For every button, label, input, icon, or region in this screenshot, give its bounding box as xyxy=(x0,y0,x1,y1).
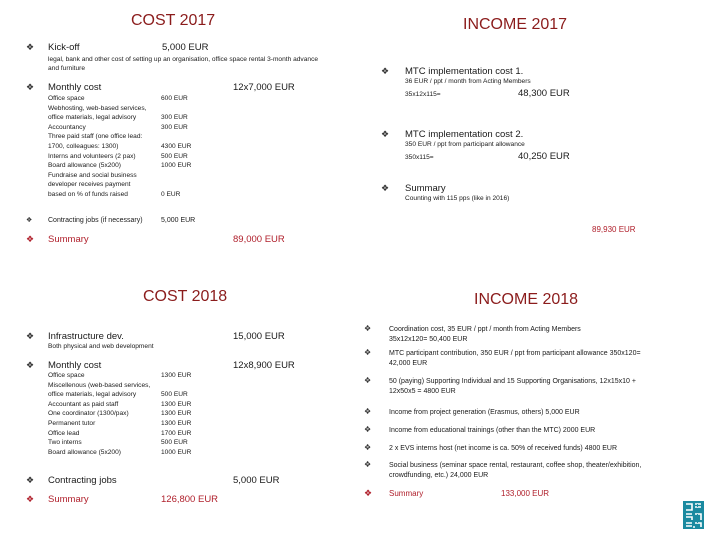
bullet-icon: ❖ xyxy=(364,407,372,416)
detail-value: 1700 EUR xyxy=(161,429,192,437)
kickoff-value: 5,000 EUR xyxy=(162,42,209,53)
detail-value: 1300 EUR xyxy=(161,410,192,418)
summary-sub: Counting with 115 pps (like in 2016) xyxy=(405,195,510,202)
summary-label: Summary xyxy=(405,183,446,194)
detail-value: 300 EUR xyxy=(161,114,188,122)
detail-label: Two interns xyxy=(48,439,82,447)
monthly-label: Monthly cost xyxy=(48,82,102,93)
detail-label: Webhosting, web-based services, xyxy=(48,104,147,112)
detail-label: office materials, legal advisory xyxy=(48,391,137,399)
bullet-icon: ❖ xyxy=(364,376,372,385)
income-item-line1: Income from educational trainings (other than the MTC) 2000 EUR xyxy=(389,427,596,434)
bullet-icon: ❖ xyxy=(26,475,35,485)
detail-label: Board allowance (5x200) xyxy=(48,162,121,170)
mtc2-label: MTC implementation cost 2. xyxy=(405,129,524,140)
detail-value: 4300 EUR xyxy=(161,143,192,150)
mtc2-calc: 350x115= xyxy=(405,154,434,161)
summary-label: Summary xyxy=(48,234,89,245)
mtc1-value: 48,300 EUR xyxy=(518,88,570,99)
detail-label: One coordinator (1300/pax) xyxy=(48,410,129,418)
summary-value: 133,000 EUR xyxy=(501,489,550,498)
detail-label: Board allowance (5x200) xyxy=(48,448,121,456)
detail-value: 0 EUR xyxy=(161,191,181,198)
infra-value: 15,000 EUR xyxy=(233,331,285,342)
bullet-icon: ❖ xyxy=(381,183,390,193)
summary-value: 89,000 EUR xyxy=(233,234,285,245)
kickoff-desc: and furniture xyxy=(48,65,86,72)
detail-label: Permanent tutor xyxy=(48,420,96,427)
detail-label: Interns and volunteers (2 pax) xyxy=(48,152,136,160)
detail-value: 500 EUR xyxy=(161,152,188,160)
kickoff-label: Kick-off xyxy=(48,42,80,53)
income-item-line1: MTC participant contribution, 350 EUR / ppt from participant allowance 350x120= xyxy=(389,350,641,357)
summary-value: 89,930 EUR xyxy=(592,225,636,234)
detail-value: 600 EUR xyxy=(161,95,188,102)
mtc1-label: MTC implementation cost 1. xyxy=(405,66,524,77)
income-item-line1: Coordination cost, 35 EUR / ppt / month from Acting Members xyxy=(389,326,581,333)
summary-label: Summary xyxy=(389,489,424,498)
bullet-icon: ❖ xyxy=(364,348,372,357)
contracting-label: Contracting jobs (if necessary) xyxy=(48,217,143,224)
bullet-icon: ❖ xyxy=(381,66,390,76)
monthly-value: 12x7,000 EUR xyxy=(233,82,295,93)
income-item-line1: Social business (seminar space rental, restaurant, coffee shop, theater/exhibition, xyxy=(389,462,642,469)
bullet-icon: ❖ xyxy=(26,331,35,341)
income-item-line2: 42,000 EUR xyxy=(389,360,428,367)
detail-label: based on % of funds raised xyxy=(48,191,128,198)
logo-text-mark xyxy=(697,501,704,529)
mtc2-value: 40,250 EUR xyxy=(518,151,570,162)
detail-value: 300 EUR xyxy=(161,123,188,131)
mtc1-calc: 35x12x115= xyxy=(405,91,441,98)
income-2018-title: INCOME 2018 xyxy=(474,291,579,308)
mtc2-sub: 350 EUR / ppt from participant allowance xyxy=(405,141,525,148)
bullet-icon: ❖ xyxy=(26,217,33,224)
mtc1-sub: 36 EUR / ppt / month from Acting Members xyxy=(405,78,531,85)
infra-sub: Both physical and web development xyxy=(48,343,154,350)
income-item-line1: 2 x EVS interns host (net income is ca. 50% of received funds) 4800 EUR xyxy=(389,445,618,452)
bullet-icon: ❖ xyxy=(364,488,373,498)
detail-value: 1000 EUR xyxy=(161,448,192,456)
bullet-icon: ❖ xyxy=(381,129,390,139)
bullet-icon: ❖ xyxy=(26,234,35,244)
detail-value: 1300 EUR xyxy=(161,372,192,379)
contracting-value: 5,000 EUR xyxy=(233,475,280,486)
summary-label: Summary xyxy=(48,494,89,505)
cost-2018-title: COST 2018 xyxy=(143,288,228,305)
income-item-line2: 12x50x5 = 4800 EUR xyxy=(389,388,456,395)
monthly-value: 12x8,900 EUR xyxy=(233,360,295,371)
income-item-line2: crowdfunding, etc.) 24,000 EUR xyxy=(389,472,489,479)
bullet-icon: ❖ xyxy=(26,42,35,52)
bullet-icon: ❖ xyxy=(364,460,372,469)
detail-value: 1300 EUR xyxy=(161,420,192,427)
detail-label: Fundraise and social business xyxy=(48,171,137,179)
contracting-label: Contracting jobs xyxy=(48,475,117,486)
bullet-icon: ❖ xyxy=(364,425,372,434)
monthly-label: Monthly cost xyxy=(48,360,102,371)
detail-label: Office space xyxy=(48,95,85,102)
detail-label: Office space xyxy=(48,372,85,379)
detail-label: Accountant as paid staff xyxy=(48,400,119,408)
detail-label: Miscellenous (web-based services, xyxy=(48,381,151,389)
bullet-icon: ❖ xyxy=(26,82,35,92)
income-2017-title: INCOME 2017 xyxy=(463,16,568,33)
income-item-line1: Income from project generation (Erasmus, others) 5,000 EUR xyxy=(389,409,580,416)
detail-label: developer receives payment xyxy=(48,181,131,189)
income-item-line1: 50 (paying) Supporting Individual and 15 Supporting Organisations, 12x15x10 + xyxy=(389,378,636,385)
bullet-icon: ❖ xyxy=(364,324,372,333)
detail-label: Three paid staff (one office lead: xyxy=(48,133,143,141)
bullet-icon: ❖ xyxy=(26,360,35,370)
bullet-icon: ❖ xyxy=(364,443,372,452)
detail-value: 500 EUR xyxy=(161,391,188,399)
detail-label: office materials, legal advisory xyxy=(48,114,137,122)
income-item-line2: 35x12x120= 50,400 EUR xyxy=(389,336,468,343)
kickoff-desc: legal, bank and other cost of setting up an organisation, office space rental 3-month advance xyxy=(48,56,319,63)
summary-value: 126,800 EUR xyxy=(161,494,219,505)
bullet-icon: ❖ xyxy=(26,494,35,504)
infra-label: Infrastructure dev. xyxy=(48,331,124,342)
detail-label: Office lead xyxy=(48,429,80,437)
contracting-value: 5,000 EUR xyxy=(161,217,196,224)
detail-value: 500 EUR xyxy=(161,439,188,447)
detail-label: 1700, colleagues: 1300) xyxy=(48,143,119,150)
detail-value: 1000 EUR xyxy=(161,162,192,170)
cost-2017-title: COST 2017 xyxy=(131,12,216,29)
detail-label: Accountancy xyxy=(48,123,86,131)
detail-value: 1300 EUR xyxy=(161,400,192,408)
